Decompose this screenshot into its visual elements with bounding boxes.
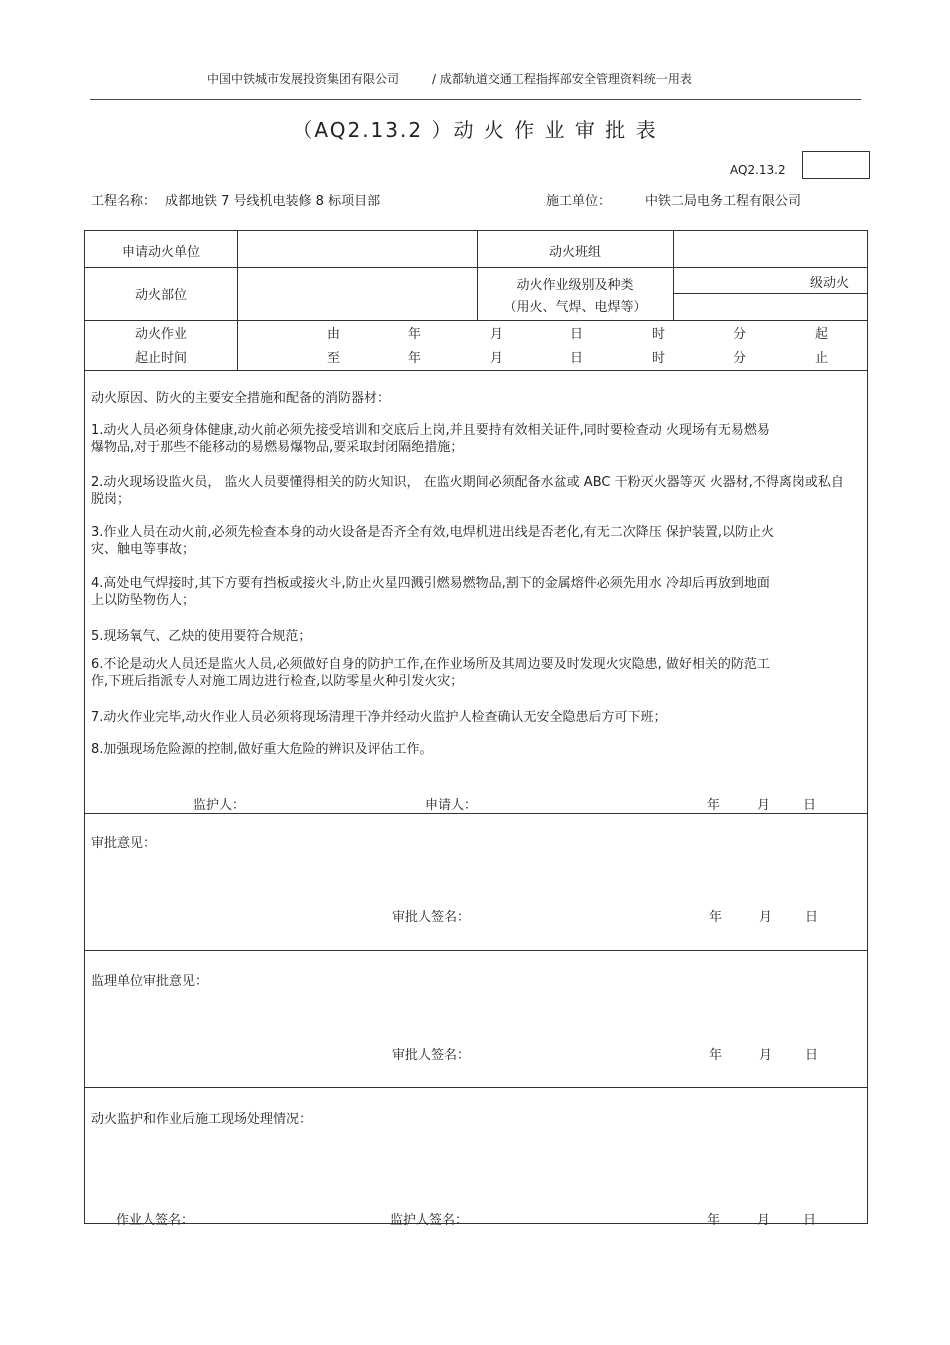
time-start-from: 由 — [327, 327, 341, 342]
worker-signer-label: 作业人签名： — [116, 1213, 195, 1228]
date-month: 月 — [759, 1048, 773, 1063]
date-year: 年 — [707, 1213, 721, 1228]
time-start-year: 年 — [408, 327, 422, 342]
time-end-month: 月 — [490, 351, 504, 366]
project-name-label: 工程名称： — [91, 194, 157, 209]
time-start-suffix: 起 — [815, 327, 829, 342]
handling-heading: 动火监护和作业后施工现场处理情况： — [91, 1112, 313, 1127]
time-label-line1: 动火作业 — [134, 327, 187, 342]
measure-item: 7.动火作业完毕,动火作业人员必须将现场清理干净并经动火监护人检查确认无安全隐患后方可下班； — [91, 710, 667, 725]
project-name: 成都地铁 7 号线机电装修 8 标项目部 — [165, 194, 381, 209]
supervision-heading: 监理单位审批意见： — [91, 974, 209, 989]
row-divider — [85, 370, 867, 371]
date-day: 日 — [803, 1213, 817, 1228]
row-divider — [85, 950, 867, 951]
row-divider — [85, 267, 867, 268]
contractor-name: 中铁二局电务工程有限公司 — [645, 194, 802, 209]
date-year: 年 — [707, 798, 721, 813]
date-month: 月 — [759, 910, 773, 925]
measure-item: 1.动火人员必须身体健康,动火前必须先接受培训和交底后上岗,并且要持有效相关证件,同时要检查动 火现场有无易燃易爆物品,对于那些不能移动的易燃易爆物品,要采取封闭隔绝措施； — [91, 423, 770, 455]
measure-item: 5.现场氧气、乙炔的使用要符合规范； — [91, 629, 312, 644]
date-day: 日 — [805, 910, 819, 925]
form-code: AQ2.13.2 — [730, 163, 786, 177]
approval-table — [84, 230, 868, 1228]
measure-item: 6.不论是动火人员还是监火人员,必须做好自身的防护工作,在作业场所及其周边要及时发现火灾隐患, 做好相关的防范工作,下班后指派专人对施工周边进行检查,以防零星火种引发火灾； — [91, 657, 770, 689]
date-day: 日 — [803, 798, 817, 813]
row-divider — [85, 813, 867, 814]
handling-notes-field[interactable] — [91, 1131, 861, 1201]
measure-item: 4.高处电气焊接时,其下方要有挡板或接火斗,防止火星四溅引燃易燃物品,割下的金属熔件必须先用水 冷却后再放到地面上以防坠物伤人； — [91, 576, 770, 608]
time-end-minute: 分 — [733, 351, 747, 366]
date-year: 年 — [709, 1048, 723, 1063]
time-end-to: 至 — [327, 351, 341, 366]
row-divider — [85, 320, 867, 321]
header-project-dept: / 成都轨道交通工程指挥部安全管理资料统一用表 — [432, 72, 692, 86]
contractor-label: 施工单位： — [546, 194, 612, 209]
date-day: 日 — [805, 1048, 819, 1063]
time-end-suffix: 止 — [815, 351, 829, 366]
fire-team-field[interactable] — [674, 232, 866, 266]
applicant-label: 申请人： — [425, 798, 478, 813]
time-end-hour: 时 — [652, 351, 666, 366]
measure-item: 3.作业人员在动火前,必须先检查本身的动火设备是否齐全有效,电焊机进出线是否老化,有无二次降压 保护装置,以防止火灾、触电等事故； — [91, 525, 775, 557]
time-start-minute: 分 — [733, 327, 747, 342]
time-start-day: 日 — [570, 327, 584, 342]
level-label-line2: （用火、气焊、电焊等） — [503, 300, 647, 315]
level-label-line1: 动火作业级别及种类 — [516, 278, 634, 293]
date-year: 年 — [709, 910, 723, 925]
approval-signer-label: 审批人签名： — [392, 910, 471, 925]
time-start-hour: 时 — [652, 327, 666, 342]
fire-type-field[interactable] — [674, 294, 866, 319]
location-label: 动火部位 — [134, 288, 187, 303]
header-company: 中国中铁城市发展投资集团有限公司 — [207, 72, 400, 86]
time-label-line2: 起止时间 — [134, 351, 187, 366]
supervision-signer-label: 审批人签名： — [392, 1048, 471, 1063]
supervision-opinion-field[interactable] — [91, 991, 861, 1041]
measure-item: 2.动火现场设监火员， 监火人员要懂得相关的防火知识， 在监火期间必须配备水盆或 ABC 干粉灭火器等灭 火器材,不得离岗或私自脱岗； — [91, 475, 844, 507]
measure-item: 8.加强现场危险源的控制,做好重大危险的辨识及评估工作。 — [91, 742, 433, 757]
form-title: （AQ2.13.2 ）动 火 作 业 审 批 表 — [292, 118, 658, 142]
approval-opinion-field[interactable] — [91, 853, 861, 903]
time-end-day: 日 — [570, 351, 584, 366]
header-divider — [90, 99, 861, 100]
time-end-year: 年 — [408, 351, 422, 366]
row-divider — [85, 1087, 867, 1088]
approval-heading: 审批意见： — [91, 836, 157, 851]
date-month: 月 — [757, 1213, 771, 1228]
location-field[interactable] — [238, 268, 476, 319]
form-number-box[interactable] — [802, 151, 870, 179]
guardian-signer-label: 监护人签名： — [390, 1213, 469, 1228]
apply-unit-field[interactable] — [238, 232, 476, 266]
apply-unit-label: 申请动火单位 — [121, 245, 200, 260]
date-month: 月 — [757, 798, 771, 813]
guardian-label: 监护人： — [193, 798, 246, 813]
fire-team-label: 动火班组 — [548, 245, 601, 260]
level-value: 级动火 — [810, 276, 850, 291]
measures-heading: 动火原因、防火的主要安全措施和配备的消防器材： — [91, 391, 391, 406]
time-start-month: 月 — [490, 327, 504, 342]
